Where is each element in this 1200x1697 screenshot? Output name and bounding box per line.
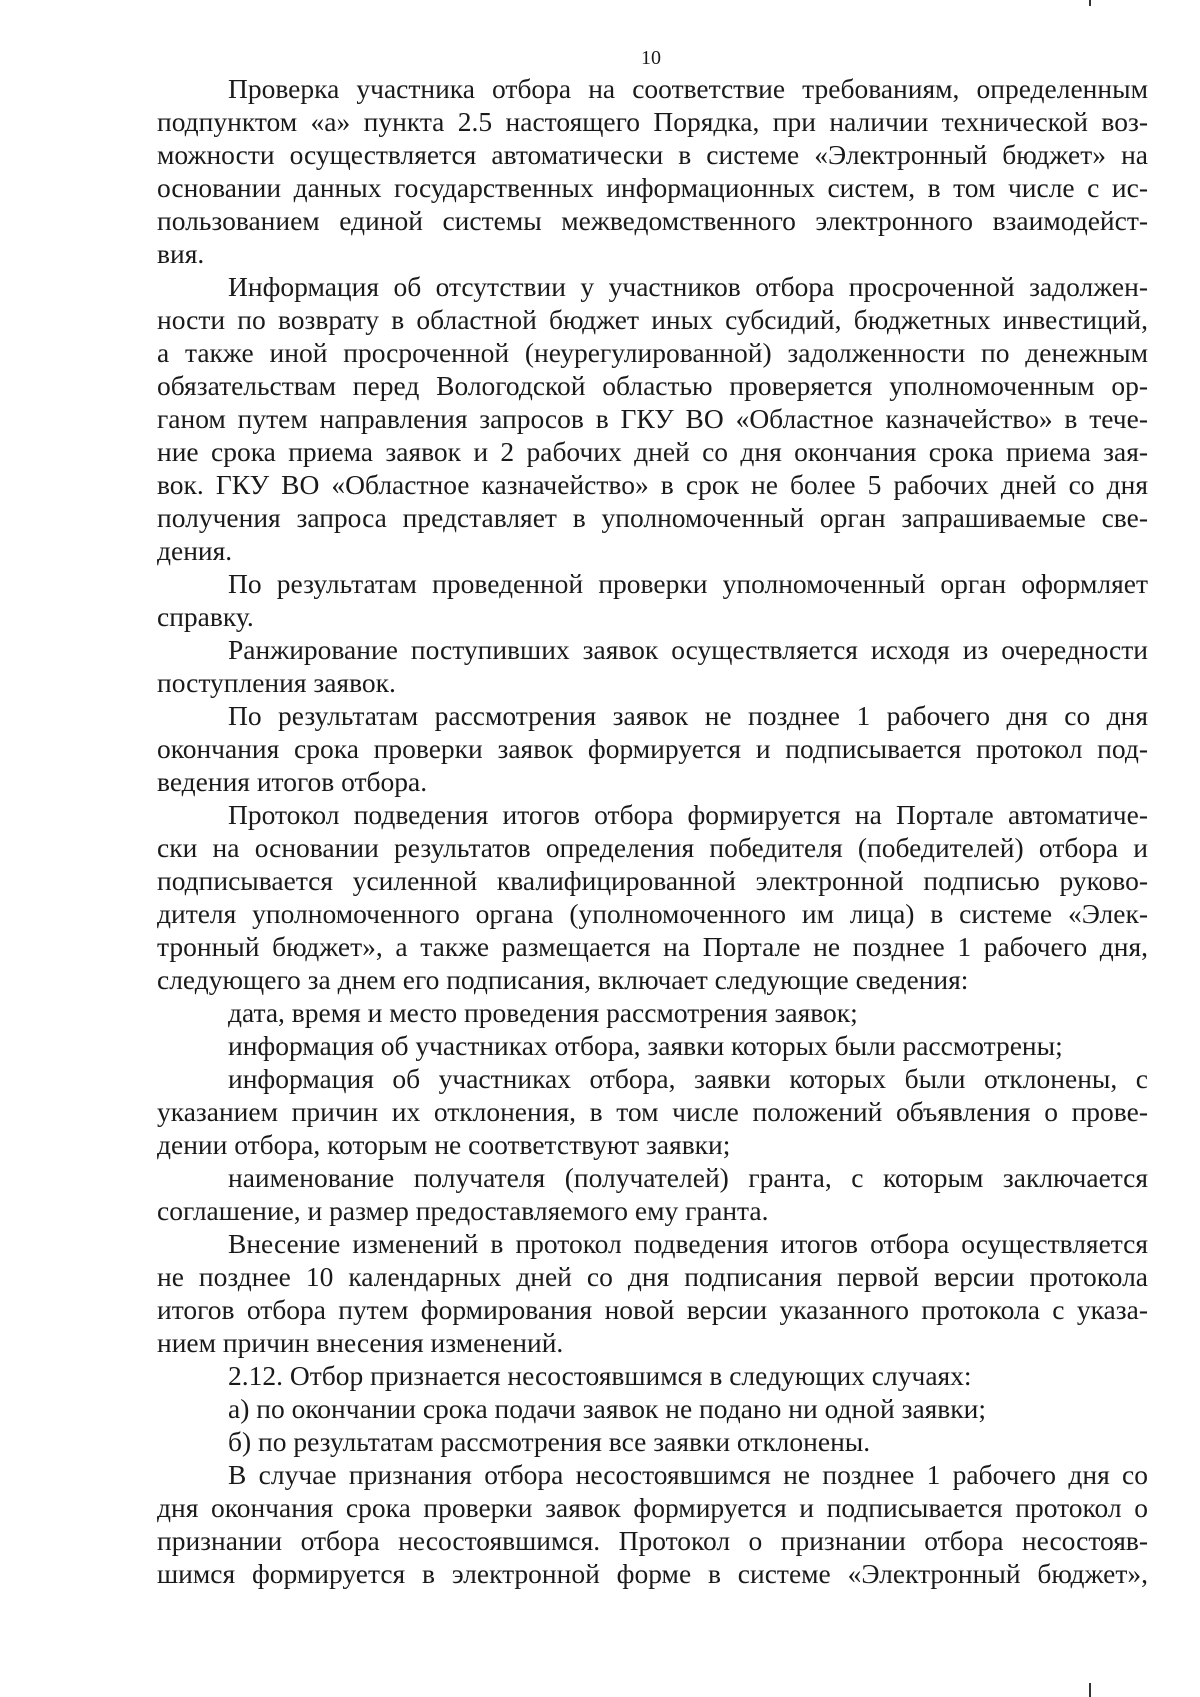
text-line: дении отбора, которым не соответствуют заявки;: [157, 1129, 731, 1160]
text-line: подписывается усиленной квалифицированной электронной подписью руково-: [157, 865, 1148, 896]
text-line: дителя уполномоченного органа (уполномоченного им лица) в системе «Элек-: [157, 898, 1148, 929]
text-line: а) по окончании срока подачи заявок не подано ни одной заявки;: [228, 1393, 986, 1424]
text-line: Проверка участника отбора на соответствие требованиям, определенным: [228, 73, 1148, 104]
text-line: подпунктом «а» пункта 2.5 настоящего Порядка, при наличии технической воз-: [157, 106, 1148, 137]
text-line: ности по возврату в областной бюджет иных субсидий, бюджетных инвестиций,: [157, 304, 1148, 335]
text-line: ски на основании результатов определения победителя (победителей) отбора и: [157, 832, 1148, 863]
text-line: 2.12. Отбор признается несостоявшимся в следующих случаях:: [228, 1360, 972, 1391]
text-line: основании данных государственных информационных систем, в том числе с ис-: [157, 172, 1148, 203]
text-line: ведения итогов отбора.: [157, 766, 428, 797]
text-line: информация об участниках отбора, заявки которых были рассмотрены;: [228, 1030, 1063, 1061]
text-line: указанием причин их отклонения, в том числе положений объявления о прове-: [157, 1096, 1148, 1127]
text-line: не позднее 10 календарных дней со дня подписания первой версии протокола: [157, 1261, 1148, 1292]
text-line: В случае признания отбора несостоявшимся не позднее 1 рабочего дня со: [228, 1459, 1148, 1490]
text-line: шимся формируется в электронной форме в системе «Электронный бюджет»,: [157, 1558, 1148, 1589]
scan-mark: [1089, 0, 1091, 6]
text-line: б) по результатам рассмотрения все заявки отклонены.: [228, 1426, 871, 1457]
text-line: тронный бюджет», а также размещается на Портале не позднее 1 рабочего дня,: [157, 931, 1148, 962]
text-line: окончания срока проверки заявок формируется и подписывается протокол под-: [157, 733, 1148, 764]
text-line: информация об участниках отбора, заявки которых были отклонены, с: [228, 1063, 1148, 1094]
text-line: ние срока приема заявок и 2 рабочих дней со дня окончания срока приема зая-: [157, 436, 1148, 467]
text-line: обязательствам перед Вологодской областью проверяется уполномоченным ор-: [157, 370, 1148, 401]
text-line: дения.: [157, 535, 233, 566]
text-line: нием причин внесения изменений.: [157, 1327, 564, 1358]
text-line: По результатам рассмотрения заявок не позднее 1 рабочего дня со дня: [228, 700, 1148, 731]
text-line: дня окончания срока проверки заявок формируется и подписывается протокол о: [157, 1492, 1148, 1523]
text-line: признании отбора несостоявшимся. Протокол о признании отбора несостояв-: [157, 1525, 1148, 1556]
text-line: Внесение изменений в протокол подведения итогов отбора осуществляется: [228, 1228, 1148, 1259]
text-line: дата, время и место проведения рассмотрения заявок;: [228, 997, 858, 1028]
page-number: 10: [641, 47, 661, 69]
text-line: поступления заявок.: [157, 667, 396, 698]
text-line: Протокол подведения итогов отбора формируется на Портале автоматиче-: [228, 799, 1148, 830]
text-line: итогов отбора путем формирования новой версии указанного протокола с указа-: [157, 1294, 1148, 1325]
text-line: вок. ГКУ ВО «Областное казначейство» в срок не более 5 рабочих дней со дня: [157, 469, 1148, 500]
text-line: соглашение, и размер предоставляемого ему гранта.: [157, 1195, 769, 1226]
text-line: Ранжирование поступивших заявок осуществляется исходя из очередности: [228, 634, 1148, 665]
text-line: наименование получателя (получателей) гранта, с которым заключается: [228, 1162, 1148, 1193]
text-line: справку.: [157, 601, 254, 632]
scan-mark: [1089, 1683, 1091, 1697]
text-line: По результатам проведенной проверки уполномоченный орган оформляет: [228, 568, 1148, 599]
text-line: Информация об отсутствии у участников отбора просроченной задолжен-: [228, 271, 1148, 302]
text-line: а также иной просроченной (неурегулированной) задолженности по денежным: [157, 337, 1148, 368]
text-line: получения запроса представляет в уполномоченный орган запрашиваемые све-: [157, 502, 1148, 533]
text-line: вия.: [157, 238, 205, 269]
text-line: следующего за днем его подписания, включает следующие сведения:: [157, 964, 969, 995]
text-line: пользованием единой системы межведомственного электронного взаимодейст-: [157, 205, 1148, 236]
text-line: можности осуществляется автоматически в системе «Электронный бюджет» на: [157, 139, 1148, 170]
text-line: ганом путем направления запросов в ГКУ ВО «Областное казначейство» в тече-: [157, 403, 1148, 434]
